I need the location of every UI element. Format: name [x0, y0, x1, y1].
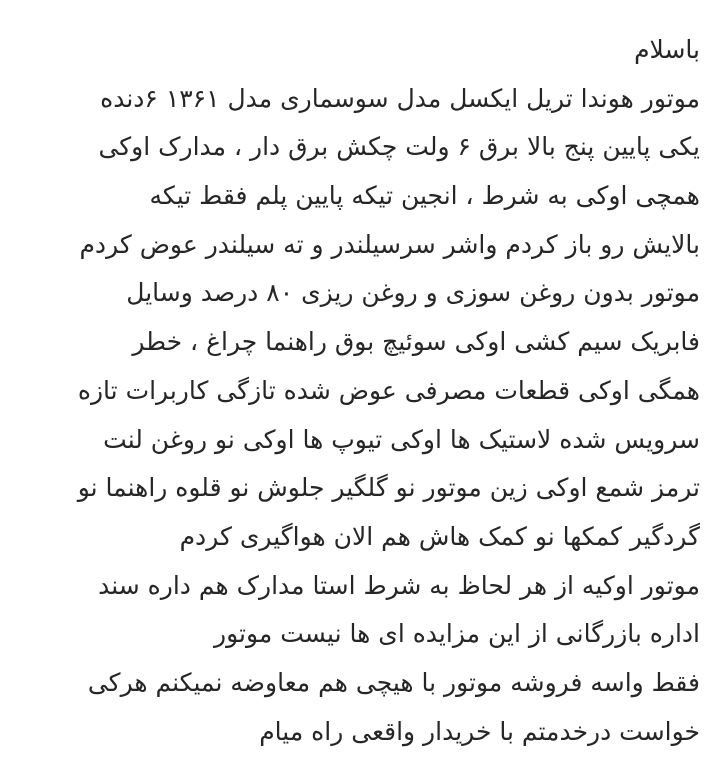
text-line: فقط واسه فروشه موتور با هیچی هم معاوضه نمیکنم هرکی: [87, 667, 700, 697]
text-line: موتور بدون روغن سوزی و روغن ریزی ۸۰ درصد وسایل: [126, 278, 700, 308]
text-line: همگی اوکی قطعات مصرفی عوض شده تازگی کاربرات تازه: [77, 375, 700, 405]
text-line: سرویس شده لاستیک ها اوکی تیوپ ها اوکی نو روغن لنت: [103, 424, 700, 454]
text-line: بالایش رو باز کردم واشر سرسیلندر و ته سیلندر عوض کردم: [79, 229, 700, 259]
text-line: یکی پایین پنج بالا برق ۶ ولت چکش برق دار ، مدارک اوکی: [98, 132, 700, 162]
text-line: خواست درخدمتم با خریدار واقعی راه میام: [259, 716, 700, 746]
text-line: باسلام: [634, 35, 700, 64]
text-line: فابریک سیم کشی اوکی سوئیچ بوق راهنما چراغ ، خطر: [132, 327, 700, 357]
text-line: موتور هوندا تریل ایکسل مدل سوسماری مدل ۱۳۶۱ ۶دنده: [100, 83, 700, 113]
post-text: [10, 26, 700, 756]
text-line: اداره بازرگانی از این مزایده ای ها نیست موتور: [214, 619, 700, 649]
text-line: گردگیر کمکها نو کمک هاش هم الان هواگیری کردم: [179, 521, 700, 551]
text-line: موتور اوکیه از هر لحاظ به شرط استا مدارک هم داره سند: [98, 570, 700, 600]
text-line: ترمز شمع اوکی زین موتور نو گلگیر جلوش نو قلوه راهنما نو: [77, 473, 700, 503]
text-line: همچی اوکی به شرط ، انجین تیکه پایین پلم فقط تیکه: [149, 181, 700, 211]
